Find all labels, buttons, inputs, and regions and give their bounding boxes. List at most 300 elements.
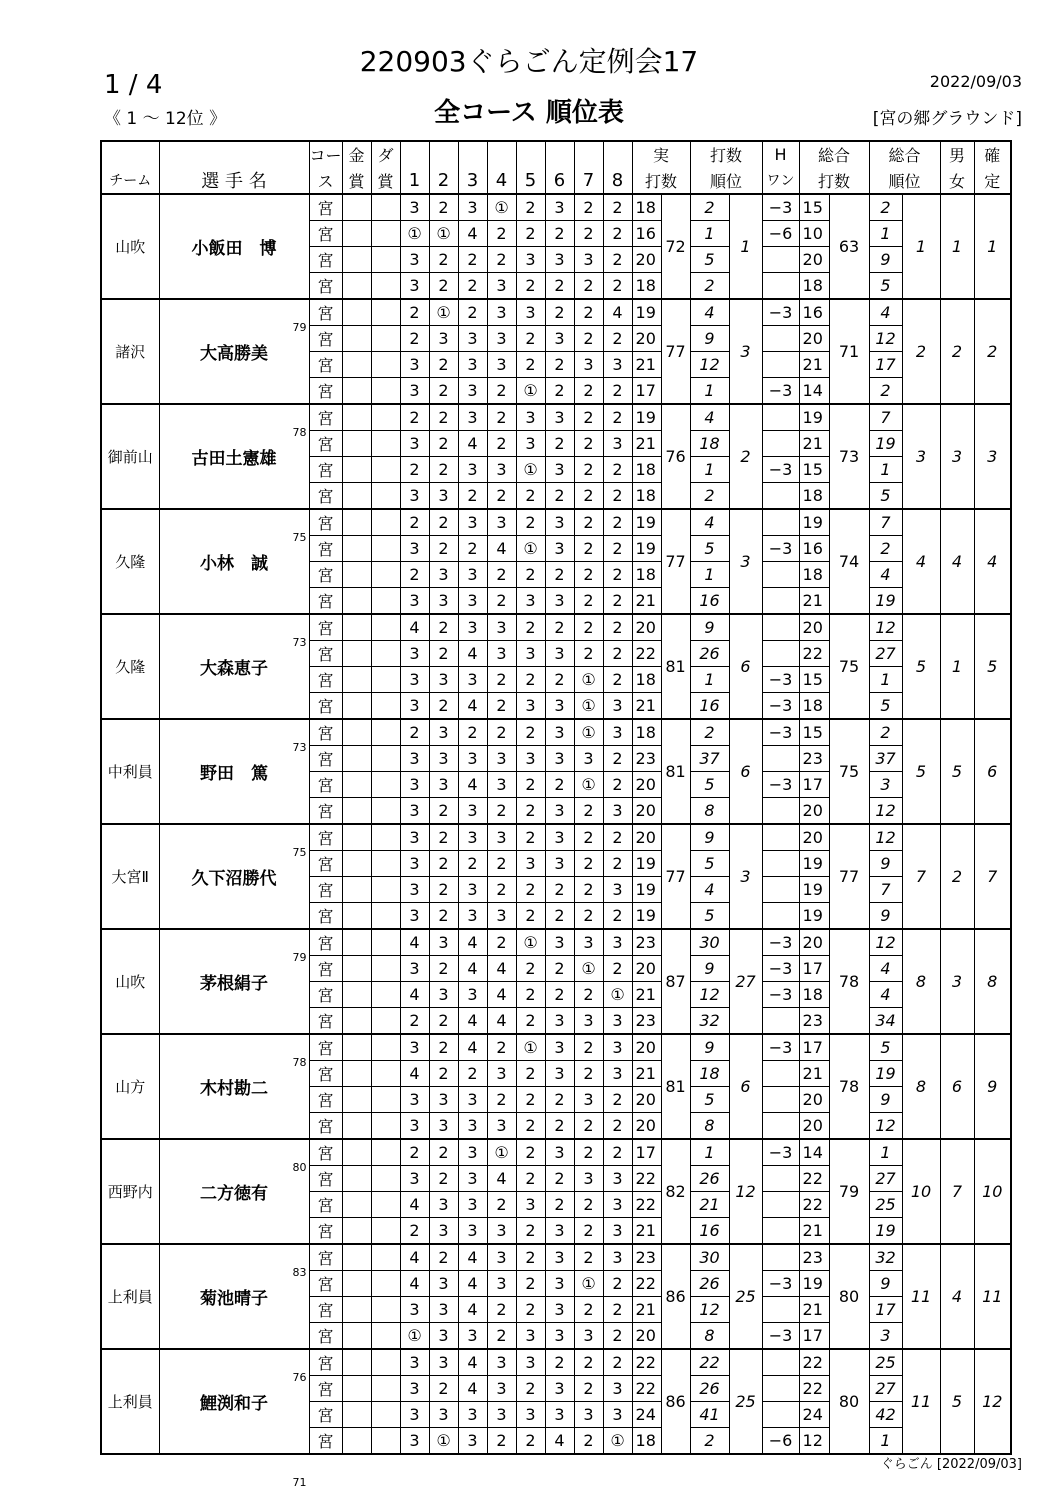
round-net: 19 [799, 509, 829, 536]
hole-score: 2 [516, 1218, 545, 1245]
col-gender-top: 男 [940, 141, 974, 167]
hole-score: 2 [487, 588, 516, 615]
course-cell: 宮 [309, 824, 342, 851]
team-name: 久隆 [101, 509, 159, 614]
round-rank: 9 [690, 1034, 729, 1061]
hole-5-top [516, 141, 545, 167]
course-cell: 宮 [309, 1297, 342, 1323]
hole-8-top [603, 141, 632, 167]
hole-score: 2 [545, 1349, 574, 1376]
hole-score: 2 [429, 641, 458, 667]
da-prize-cell [371, 956, 400, 982]
hole-score: 2 [516, 1297, 545, 1323]
real-strokes: 82 [661, 1139, 690, 1244]
gender-rank: 2 [940, 824, 974, 929]
hole-score: 3 [545, 1244, 574, 1271]
hole-6-label: 6 [545, 167, 574, 194]
hole-score: 3 [458, 1323, 487, 1350]
course-cell: 宮 [309, 1349, 342, 1376]
player-name [159, 1034, 309, 1174]
hole-score: 3 [574, 929, 603, 956]
hole-score: 2 [516, 483, 545, 510]
hole-score: 3 [400, 1376, 429, 1402]
round-net: 20 [799, 824, 829, 851]
hole-score: 2 [516, 194, 545, 221]
stroke-rank: 3 [729, 299, 762, 404]
hole-score: 3 [545, 1218, 574, 1245]
hole-in-one-adj: −3 [762, 194, 799, 221]
round-net: 17 [799, 772, 829, 798]
hole-2-top [429, 141, 458, 167]
player-name-wrap [200, 339, 268, 364]
hole-in-one-adj: −3 [762, 772, 799, 798]
round-net: 22 [799, 1376, 829, 1402]
round-sum: 19 [632, 404, 661, 431]
gold-prize-cell [342, 509, 371, 536]
hole-score: 3 [400, 1402, 429, 1428]
hole-7-top [574, 141, 603, 167]
hole-in-one-adj [762, 509, 799, 536]
round-net-rank: 1 [869, 1139, 902, 1166]
hole-in-one-adj: −3 [762, 719, 799, 746]
total-strokes: 80 [829, 1349, 869, 1454]
gold-prize-cell [342, 1271, 371, 1297]
round-sum: 22 [632, 1192, 661, 1218]
round-net-rank: 27 [869, 641, 902, 667]
hole-score: 2 [429, 956, 458, 982]
round-net: 20 [799, 798, 829, 825]
hole-score: 2 [545, 562, 574, 588]
hole-score: 2 [545, 1192, 574, 1218]
round-net-rank: 9 [869, 903, 902, 930]
hole-score: 2 [545, 877, 574, 903]
hole-score: 3 [458, 326, 487, 352]
da-prize-cell [371, 536, 400, 562]
course-cell: 宮 [309, 1034, 342, 1061]
da-prize-cell [371, 1113, 400, 1140]
hole-in-one-adj [762, 1087, 799, 1113]
hole-score: 3 [429, 667, 458, 693]
player-age: 79 [292, 951, 307, 964]
hole-score: 3 [487, 1349, 516, 1376]
player-name [159, 404, 309, 544]
hole-score: 2 [603, 1297, 632, 1323]
course-cell: 宮 [309, 326, 342, 352]
gold-prize-cell [342, 404, 371, 431]
gold-prize-cell [342, 851, 371, 877]
hole-in-one-adj [762, 1061, 799, 1087]
total-strokes: 74 [829, 509, 869, 614]
da-prize-cell [371, 483, 400, 510]
player-round-row [101, 404, 1011, 431]
da-prize-cell [371, 877, 400, 903]
round-sum: 21 [632, 693, 661, 720]
hole-score: 2 [516, 1087, 545, 1113]
total-strokes: 63 [829, 194, 869, 299]
round-rank: 22 [690, 1349, 729, 1376]
hole-score: 4 [458, 1244, 487, 1271]
total-strokes: 71 [829, 299, 869, 404]
hole-in-one-adj: −3 [762, 1271, 799, 1297]
course-cell: 宮 [309, 1113, 342, 1140]
hole-score: 4 [400, 929, 429, 956]
hole-score: 3 [516, 404, 545, 431]
round-net: 10 [799, 221, 829, 247]
course-cell: 宮 [309, 929, 342, 956]
round-net: 19 [799, 877, 829, 903]
course-cell: 宮 [309, 1402, 342, 1428]
hole-score: 3 [516, 299, 545, 326]
round-net-rank: 7 [869, 404, 902, 431]
team-name: 御前山 [101, 404, 159, 509]
hole-score: 3 [429, 746, 458, 772]
hole-in-one-adj [762, 641, 799, 667]
round-net: 20 [799, 1087, 829, 1113]
hole-score: 2 [574, 536, 603, 562]
gold-prize-cell [342, 431, 371, 457]
hole-score: 3 [545, 326, 574, 352]
round-sum: 24 [632, 1402, 661, 1428]
round-rank: 1 [690, 667, 729, 693]
header-row-2 [101, 167, 1011, 194]
player-name-wrap [200, 654, 268, 679]
course-cell: 宮 [309, 1192, 342, 1218]
hole-in-one-adj [762, 431, 799, 457]
round-net-rank: 25 [869, 1192, 902, 1218]
round-net: 17 [799, 1323, 829, 1350]
col-final: 定 [974, 167, 1011, 194]
course-cell: 宮 [309, 299, 342, 326]
round-net-rank: 1 [869, 221, 902, 247]
hole-score: 3 [603, 798, 632, 825]
course-cell: 宮 [309, 903, 342, 930]
final-rank: 4 [974, 509, 1011, 614]
real-strokes: 76 [661, 404, 690, 509]
hole-score: 4 [400, 614, 429, 641]
hole-score: 3 [603, 431, 632, 457]
course-cell: 宮 [309, 693, 342, 720]
hole-score: 2 [516, 1008, 545, 1035]
col-final-top: 確 [974, 141, 1011, 167]
round-sum: 17 [632, 1139, 661, 1166]
gold-prize-cell [342, 667, 371, 693]
gold-prize-cell [342, 982, 371, 1008]
course-cell: 宮 [309, 614, 342, 641]
stroke-rank: 12 [729, 1139, 762, 1244]
player-round-row [101, 194, 1011, 221]
da-prize-cell [371, 1192, 400, 1218]
gold-prize-cell [342, 1402, 371, 1428]
hole-score: 3 [429, 1271, 458, 1297]
da-prize-cell [371, 719, 400, 746]
hole-score: 3 [400, 693, 429, 720]
hole-score: 2 [487, 483, 516, 510]
round-net-rank: 12 [869, 614, 902, 641]
hole-score: 3 [429, 1087, 458, 1113]
round-net-rank: 5 [869, 1034, 902, 1061]
round-rank: 4 [690, 877, 729, 903]
round-net: 21 [799, 588, 829, 615]
hole-score: 3 [487, 273, 516, 300]
hole-score: 3 [545, 719, 574, 746]
hole-score: 3 [400, 798, 429, 825]
player-round-row [101, 509, 1011, 536]
hole-score: 3 [400, 1113, 429, 1140]
round-net: 15 [799, 457, 829, 483]
player-round-row [101, 614, 1011, 641]
gold-prize-cell [342, 641, 371, 667]
course-cell: 宮 [309, 404, 342, 431]
player-name-text: 大森恵子 [200, 659, 268, 679]
da-prize-cell [371, 1087, 400, 1113]
real-strokes: 87 [661, 929, 690, 1034]
hole-in-one-adj [762, 326, 799, 352]
hole-score: 2 [429, 404, 458, 431]
da-prize-cell [371, 772, 400, 798]
hole-score: 2 [429, 798, 458, 825]
hole-in-one-adj [762, 877, 799, 903]
gold-prize-cell [342, 1218, 371, 1245]
hole-score: 3 [545, 929, 574, 956]
hole-score: 4 [458, 431, 487, 457]
team-name: 上利員 [101, 1349, 159, 1454]
team-name: 山吹 [101, 194, 159, 299]
hole-score: 4 [487, 1008, 516, 1035]
team-name: 中利員 [101, 719, 159, 824]
da-prize-cell [371, 588, 400, 615]
hole-score: 4 [458, 1297, 487, 1323]
hole-score: 3 [487, 903, 516, 930]
hole-score: 3 [429, 1349, 458, 1376]
da-prize-cell [371, 431, 400, 457]
hole-in-one-adj: −3 [762, 667, 799, 693]
round-sum: 21 [632, 588, 661, 615]
hole-score: 2 [429, 1034, 458, 1061]
hole-score: 2 [516, 903, 545, 930]
gold-prize-cell [342, 693, 371, 720]
round-sum: 23 [632, 1008, 661, 1035]
hole-score: 2 [458, 299, 487, 326]
gold-prize-cell [342, 1376, 371, 1402]
course-cell: 宮 [309, 273, 342, 300]
round-net-rank: 4 [869, 982, 902, 1008]
round-sum: 19 [632, 536, 661, 562]
course-cell: 宮 [309, 509, 342, 536]
hole-score: 2 [574, 1297, 603, 1323]
da-prize-cell [371, 247, 400, 273]
hole-score: 3 [574, 1008, 603, 1035]
hole-score: 4 [458, 221, 487, 247]
hole-score: 3 [574, 1323, 603, 1350]
round-net-rank: 12 [869, 824, 902, 851]
stroke-rank: 1 [729, 194, 762, 299]
hole-in-one-adj: −3 [762, 693, 799, 720]
round-sum: 21 [632, 1218, 661, 1245]
player-round-row [101, 1034, 1011, 1061]
gold-prize-cell [342, 1113, 371, 1140]
gold-prize-cell [342, 562, 371, 588]
round-net-rank: 7 [869, 509, 902, 536]
round-net-rank: 9 [869, 851, 902, 877]
round-rank: 12 [690, 1297, 729, 1323]
hole-in-one-adj [762, 1166, 799, 1192]
hole-score: 3 [400, 1087, 429, 1113]
player-age: 75 [292, 531, 307, 544]
hole-score: 3 [458, 588, 487, 615]
stroke-rank: 25 [729, 1244, 762, 1349]
da-prize-cell [371, 1349, 400, 1376]
hole-in-one-adj: −3 [762, 1323, 799, 1350]
course-cell: 宮 [309, 247, 342, 273]
hole-score: 3 [545, 588, 574, 615]
da-prize-cell [371, 1271, 400, 1297]
round-sum: 19 [632, 851, 661, 877]
hole-score: 3 [574, 746, 603, 772]
hole-score: 3 [458, 1166, 487, 1192]
stroke-rank: 3 [729, 509, 762, 614]
player-name-text: 小林 誠 [200, 554, 268, 574]
hole-score: 2 [516, 1428, 545, 1455]
round-rank: 5 [690, 772, 729, 798]
stroke-rank: 6 [729, 614, 762, 719]
hole-in-one-adj [762, 247, 799, 273]
hole-score: 3 [429, 326, 458, 352]
gold-prize-cell [342, 536, 371, 562]
round-sum: 18 [632, 667, 661, 693]
total-strokes: 78 [829, 929, 869, 1034]
hole-score: 2 [574, 326, 603, 352]
real-strokes: 81 [661, 614, 690, 719]
hole-in-one-adj [762, 1218, 799, 1245]
hole-score: 2 [516, 982, 545, 1008]
hole-score: 2 [429, 247, 458, 273]
round-net: 16 [799, 536, 829, 562]
hole-score: 2 [545, 667, 574, 693]
round-net-rank: 19 [869, 588, 902, 615]
hole-score: 3 [429, 588, 458, 615]
round-rank: 2 [690, 483, 729, 510]
da-prize-cell [371, 1061, 400, 1087]
hole-score: 2 [516, 614, 545, 641]
team-name: 大宮Ⅱ [101, 824, 159, 929]
round-net-rank: 19 [869, 431, 902, 457]
gender-rank: 3 [940, 929, 974, 1034]
hole-score: 2 [603, 221, 632, 247]
round-net: 21 [799, 431, 829, 457]
gold-prize-cell [342, 247, 371, 273]
hole-score: 2 [429, 693, 458, 720]
round-rank: 18 [690, 431, 729, 457]
hole-in-one-adj [762, 1297, 799, 1323]
hole-score: 2 [516, 719, 545, 746]
hole-score: 2 [429, 378, 458, 405]
player-name [159, 929, 309, 1069]
hole-in-one-adj [762, 1008, 799, 1035]
round-net-rank: 19 [869, 1061, 902, 1087]
hole-score: ① [574, 772, 603, 798]
hole-score: ① [429, 221, 458, 247]
footer-stamp: ぐらごん [2022/09/03] [880, 1457, 1022, 1472]
round-net-rank: 12 [869, 326, 902, 352]
col-h: ワン [762, 167, 799, 194]
total-rank: 11 [902, 1244, 940, 1349]
col-player-top [159, 141, 309, 167]
hole-score: 2 [574, 431, 603, 457]
hole-score: 4 [400, 1061, 429, 1087]
col-h-top: H [762, 141, 799, 167]
team-name: 西野内 [101, 1139, 159, 1244]
stroke-rank: 6 [729, 719, 762, 824]
final-rank: 8 [974, 929, 1011, 1034]
hole-score: 2 [516, 509, 545, 536]
real-strokes: 77 [661, 824, 690, 929]
hole-score: 2 [603, 247, 632, 273]
round-rank: 2 [690, 719, 729, 746]
hole-score: 2 [603, 1323, 632, 1350]
hole-score: 2 [603, 404, 632, 431]
round-net: 18 [799, 982, 829, 1008]
hole-score: 2 [516, 562, 545, 588]
hole-score: 2 [574, 1113, 603, 1140]
hole-score: ① [400, 221, 429, 247]
player-age: 73 [292, 741, 307, 754]
hole-score: 3 [545, 1323, 574, 1350]
hole-score: 4 [487, 982, 516, 1008]
round-rank: 9 [690, 326, 729, 352]
gold-prize-cell [342, 299, 371, 326]
round-sum: 18 [632, 1428, 661, 1455]
hole-score: 3 [603, 352, 632, 378]
hole-score: 2 [458, 247, 487, 273]
hole-score: 3 [400, 1349, 429, 1376]
player-name [159, 299, 309, 439]
course-cell: 宮 [309, 194, 342, 221]
hole-in-one-adj: −3 [762, 1034, 799, 1061]
hole-score: 3 [400, 877, 429, 903]
hole-2-label: 2 [429, 167, 458, 194]
player-name [159, 1139, 309, 1279]
hole-score: 2 [429, 194, 458, 221]
hole-score: 2 [545, 352, 574, 378]
hole-score: 2 [603, 1113, 632, 1140]
hole-score: 2 [516, 877, 545, 903]
hole-score: 3 [516, 1402, 545, 1428]
col-strokes-top: 打数 [690, 141, 762, 167]
gender-rank: 4 [940, 1244, 974, 1349]
hole-score: 2 [487, 378, 516, 405]
hole-score: 2 [545, 273, 574, 300]
round-net-rank: 37 [869, 746, 902, 772]
player-name [159, 614, 309, 754]
gold-prize-cell [342, 221, 371, 247]
hole-score: 4 [487, 1166, 516, 1192]
da-prize-cell [371, 1323, 400, 1350]
round-net: 23 [799, 1008, 829, 1035]
header-row-1 [101, 141, 1011, 167]
hole-score: 2 [603, 667, 632, 693]
hole-score: 2 [574, 1428, 603, 1455]
round-net-rank: 12 [869, 798, 902, 825]
total-strokes: 75 [829, 719, 869, 824]
hole-score: 2 [516, 326, 545, 352]
stroke-rank: 3 [729, 824, 762, 929]
hole-score: 3 [545, 746, 574, 772]
da-prize-cell [371, 1166, 400, 1192]
col-total: 打数 [799, 167, 869, 194]
player-round-row [101, 299, 1011, 326]
hole-score: 3 [458, 1192, 487, 1218]
hole-score: 4 [400, 982, 429, 1008]
